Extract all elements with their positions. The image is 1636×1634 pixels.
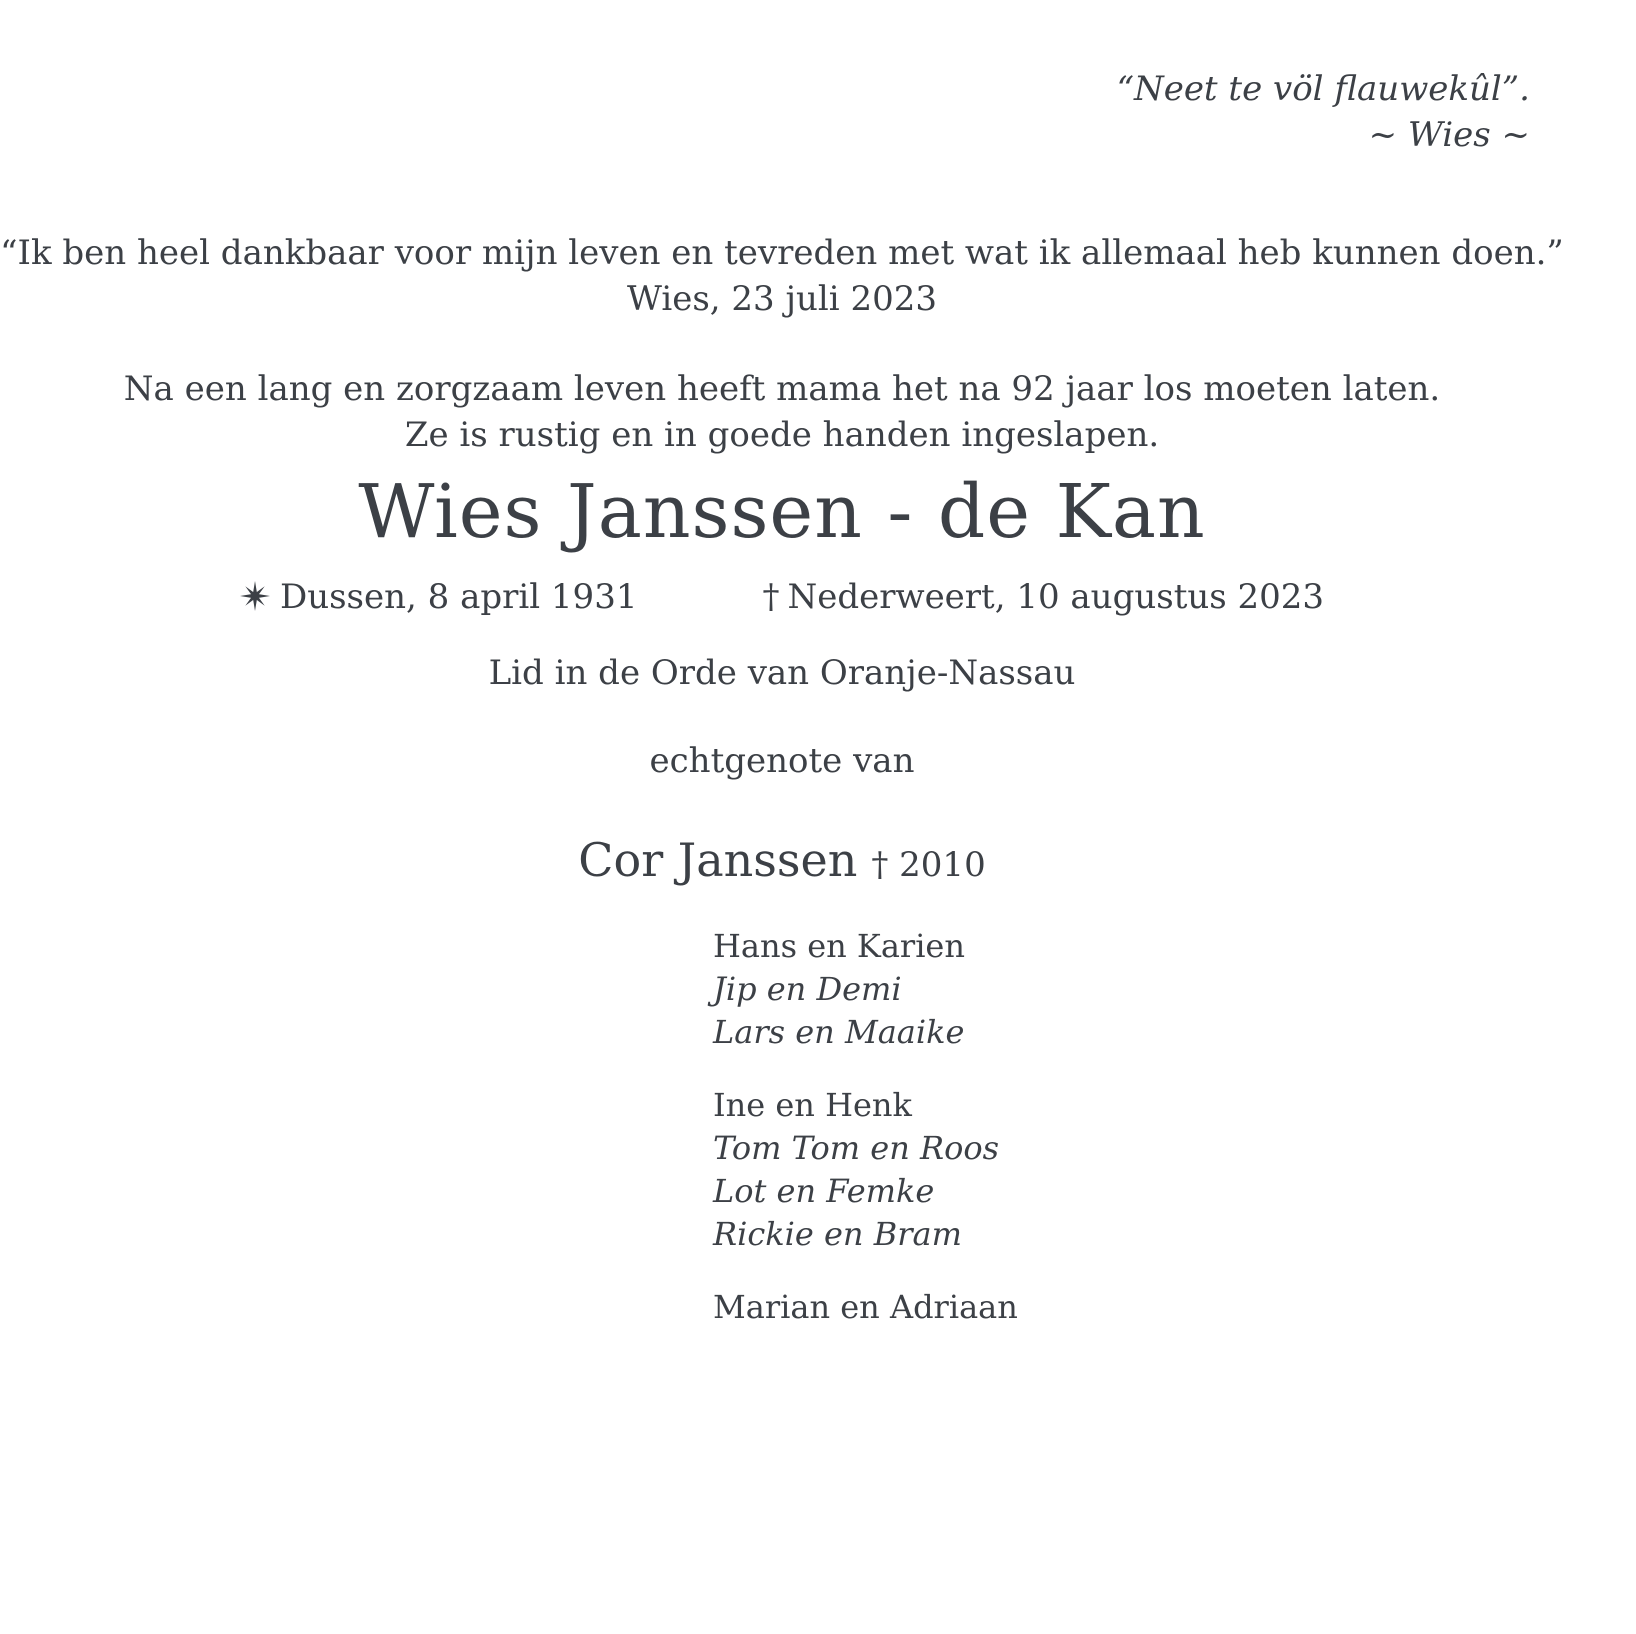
honor-title: Lid in de Orde van Oranje-Nassau	[488, 653, 1076, 693]
family-member-line: Marian en Adriaan	[713, 1288, 1018, 1326]
family-group	[713, 1084, 1564, 1256]
dagger-icon: †	[762, 577, 780, 617]
death-announcement	[0, 366, 1564, 458]
announcement-line-1: Na een lang en zorgzaam leven heeft mama het na 92 jaar los moeten laten.	[123, 369, 1441, 409]
family-member-line: Lot en Femke	[713, 1172, 935, 1210]
family-member-line: Ine en Henk	[713, 1086, 912, 1124]
birth-star-icon	[240, 581, 270, 611]
spouse-line	[0, 832, 1564, 893]
family-member-line: Lars en Maaike	[713, 1013, 965, 1051]
relation-label: echtgenote van	[649, 741, 915, 781]
death-date	[762, 574, 1324, 620]
gratitude-quote	[0, 230, 1564, 322]
spouse-name: Cor Janssen	[578, 833, 858, 887]
motto-signature: ~ Wies ~	[1368, 115, 1530, 155]
gratitude-quote-text: “Ik ben heel dankbaar voor mijn leven en tevreden met wat ik allemaal heb kunnen doen.”	[0, 233, 1564, 273]
main-column	[0, 230, 1564, 1329]
motto-block	[1117, 66, 1530, 158]
birth-date-text: Dussen, 8 april 1931	[279, 577, 638, 617]
gratitude-quote-attribution: Wies, 23 juli 2023	[626, 279, 937, 319]
death-date-text: Nederweert, 10 augustus 2023	[787, 577, 1325, 617]
motto-text: “Neet te völ flauwekûl”.	[1116, 69, 1530, 109]
announcement-line-2: Ze is rustig en in goede handen ingeslapen.	[404, 415, 1160, 455]
family-group	[713, 1286, 1564, 1329]
family-member-line: Rickie en Bram	[713, 1215, 962, 1253]
family-group	[713, 925, 1564, 1054]
family-member-line: Hans en Karien	[713, 927, 965, 965]
family-member-line: Tom Tom en Roos	[713, 1129, 1000, 1167]
family-list	[713, 925, 1564, 1329]
deceased-name: Wies Janssen - de Kan	[358, 469, 1206, 555]
life-dates	[0, 574, 1564, 620]
family-member-line: Jip en Demi	[713, 970, 902, 1008]
birth-date	[240, 574, 638, 620]
spouse-death-year: † 2010	[871, 845, 986, 885]
